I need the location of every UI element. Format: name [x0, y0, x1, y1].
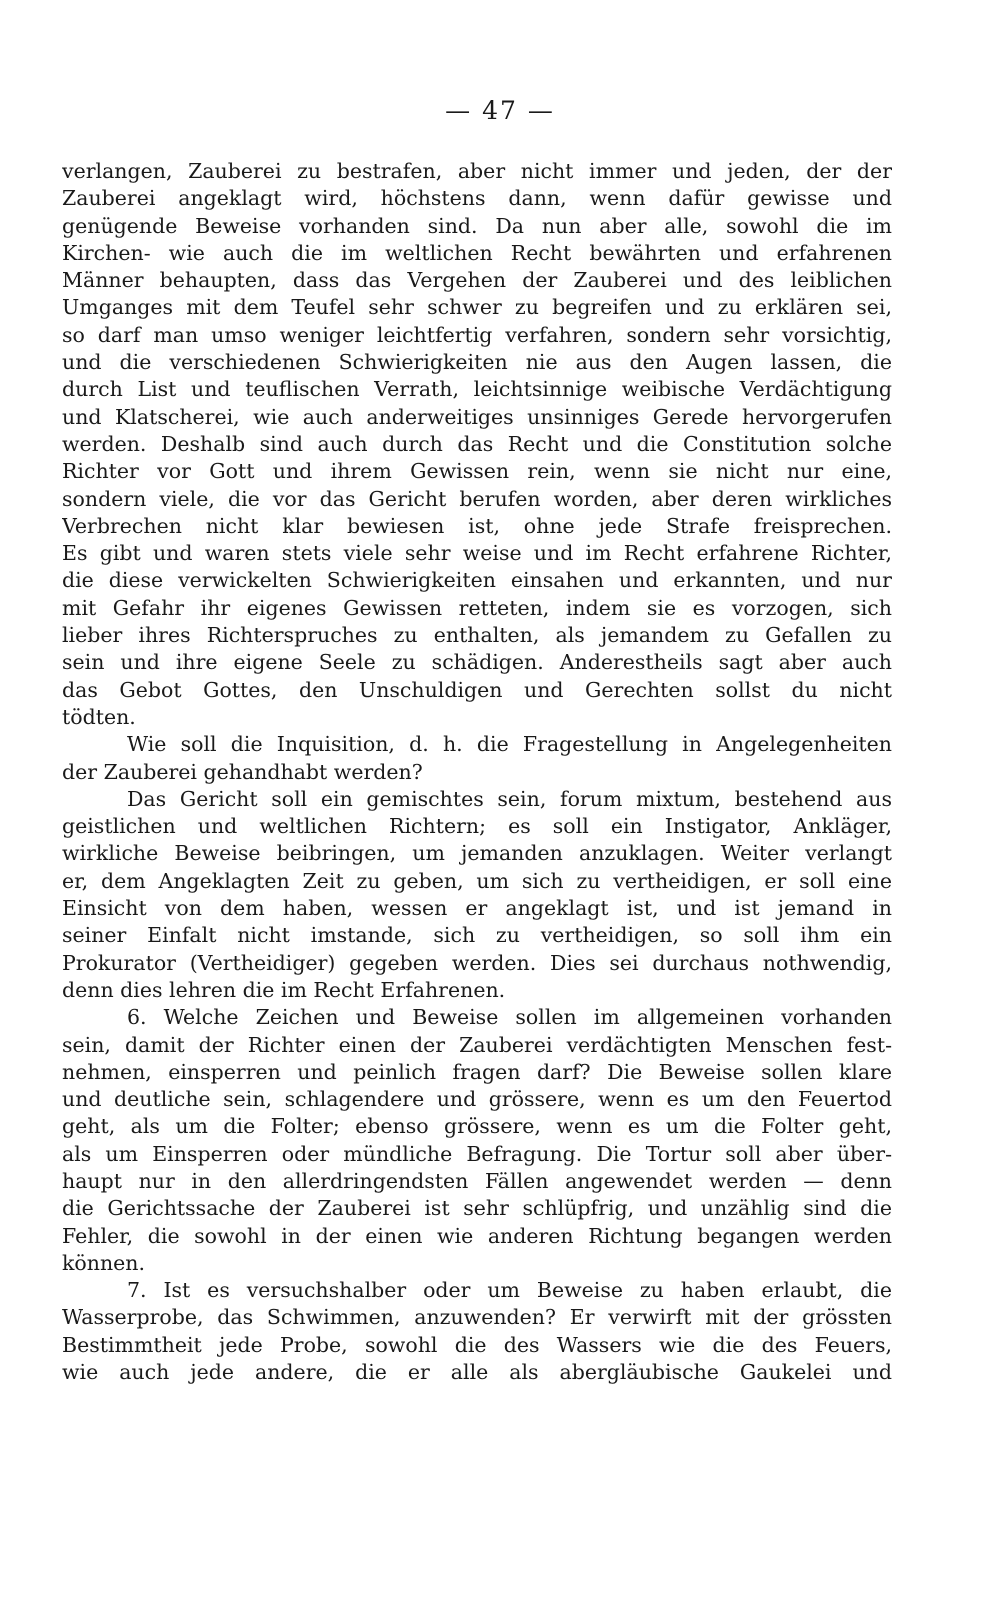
text-line: werden. Deshalb sind auch durch das Recht und die Constitution solche [62, 431, 892, 456]
text-line: seiner Einfalt nicht imstande, sich zu vertheidigen, so soll ihm ein [62, 923, 892, 948]
text-line: und die verschiedenen Schwierigkeiten nie aus den Augen lassen, die [62, 350, 892, 375]
text-line: lieber ihres Richterspruches zu enthalten, als jemandem zu Gefallen zu [62, 623, 892, 648]
text-line: Verbrechen nicht klar bewiesen ist, ohne jede Strafe freisprechen. [62, 513, 892, 538]
text-line: Fehler, die sowohl in der einen wie anderen Richtung begangen werden [62, 1223, 892, 1248]
text-line: Bestimmtheit jede Probe, sowohl die des Wassers wie die des Feuers, [62, 1332, 892, 1357]
text-line: so darf man umso weniger leichtfertig verfahren, sondern sehr vorsichtig, [62, 322, 892, 347]
text-line: Männer behaupten, dass das Vergehen der Zauberei und des leiblichen [62, 268, 892, 293]
text-line: durch List und teuflischen Verrath, leichtsinnige weibische Verdächtigung [62, 377, 892, 402]
text-line: Umganges mit dem Teufel sehr schwer zu begreifen und zu erklären sei, [62, 295, 892, 320]
text-line: Das Gericht soll ein gemischtes sein, forum mixtum, bestehend aus [127, 786, 892, 811]
text-line: wirkliche Beweise beibringen, um jemanden anzuklagen. Weiter verlangt [62, 841, 892, 866]
text-line: die diese verwickelten Schwierigkeiten einsahen und erkannten, und nur [62, 568, 892, 593]
text-line: der Zauberei gehandhabt werden? [62, 759, 423, 784]
text-line: 7. Ist es versuchshalber oder um Beweise zu haben erlaubt, die [127, 1278, 892, 1303]
text-line: Einsicht von dem haben, wessen er angeklagt ist, und ist jemand in [62, 896, 892, 921]
text-line: genügende Beweise vorhanden sind. Da nun aber alle, sowohl die im [62, 213, 892, 238]
text-line: tödten. [62, 704, 136, 729]
text-line: mit Gefahr ihr eigenes Gewissen retteten, indem sie es vorzogen, sich [62, 595, 892, 620]
body-text [62, 158, 892, 1386]
text-line: Wie soll die Inquisition, d. h. die Fragestellung in Angelegenheiten [127, 732, 892, 757]
text-line: wie auch jede andere, die er alle als abergläubische Gaukelei und [62, 1360, 892, 1385]
text-line: und deutliche sein, schlagendere und grössere, wenn es um den Feuertod [62, 1087, 892, 1112]
text-line: Prokurator (Vertheidiger) gegeben werden. Dies sei durchaus nothwendig, [62, 950, 892, 975]
text-line: das Gebot Gottes, den Unschuldigen und Gerechten sollst du nicht [62, 677, 892, 702]
text-line: können. [62, 1250, 146, 1275]
text-line: Kirchen- wie auch die im weltlichen Recht bewährten und erfahrenen [62, 240, 892, 265]
text-line: als um Einsperren oder mündliche Befragung. Die Tortur soll aber über- [62, 1141, 892, 1166]
page-number: — 47 — [445, 96, 555, 125]
text-line: sein und ihre eigene Seele zu schädigen. Anderestheils sagt aber auch [62, 650, 892, 675]
text-line: haupt nur in den allerdringendsten Fällen angewendet werden — denn [62, 1168, 892, 1193]
text-line: die Gerichtssache der Zauberei ist sehr schlüpfrig, und unzählig sind die [62, 1196, 892, 1221]
text-line: geistlichen und weltlichen Richtern; es soll ein Instigator, Ankläger, [62, 814, 892, 839]
text-line: denn dies lehren die im Recht Erfahrenen. [62, 977, 506, 1002]
text-line: sein, damit der Richter einen der Zauberei verdächtigten Menschen fest- [62, 1032, 892, 1057]
text-line: Zauberei angeklagt wird, höchstens dann, wenn dafür gewisse und [62, 186, 892, 211]
text-line: er, dem Angeklagten Zeit zu geben, um sich zu vertheidigen, er soll eine [62, 868, 892, 893]
text-line: Wasserprobe, das Schwimmen, anzuwenden? Er verwirft mit der grössten [62, 1305, 892, 1330]
text-line: verlangen, Zauberei zu bestrafen, aber nicht immer und jeden, der der [62, 159, 892, 183]
text-line: Es gibt und waren stets viele sehr weise und im Recht erfahrene Richter, [62, 541, 892, 566]
text-line: 6. Welche Zeichen und Beweise sollen im allgemeinen vorhanden [127, 1005, 892, 1030]
text-line: Richter vor Gott und ihrem Gewissen rein, wenn sie nicht nur eine, [62, 459, 892, 484]
text-line: geht, als um die Folter; ebenso grössere, wenn es um die Folter geht, [62, 1114, 892, 1139]
text-line: und Klatscherei, wie auch anderweitiges unsinniges Gerede hervorgerufen [62, 404, 892, 429]
text-line: sondern viele, die vor das Gericht berufen worden, aber deren wirkliches [62, 486, 892, 511]
text-line: nehmen, einsperren und peinlich fragen darf? Die Beweise sollen klare [62, 1059, 892, 1084]
